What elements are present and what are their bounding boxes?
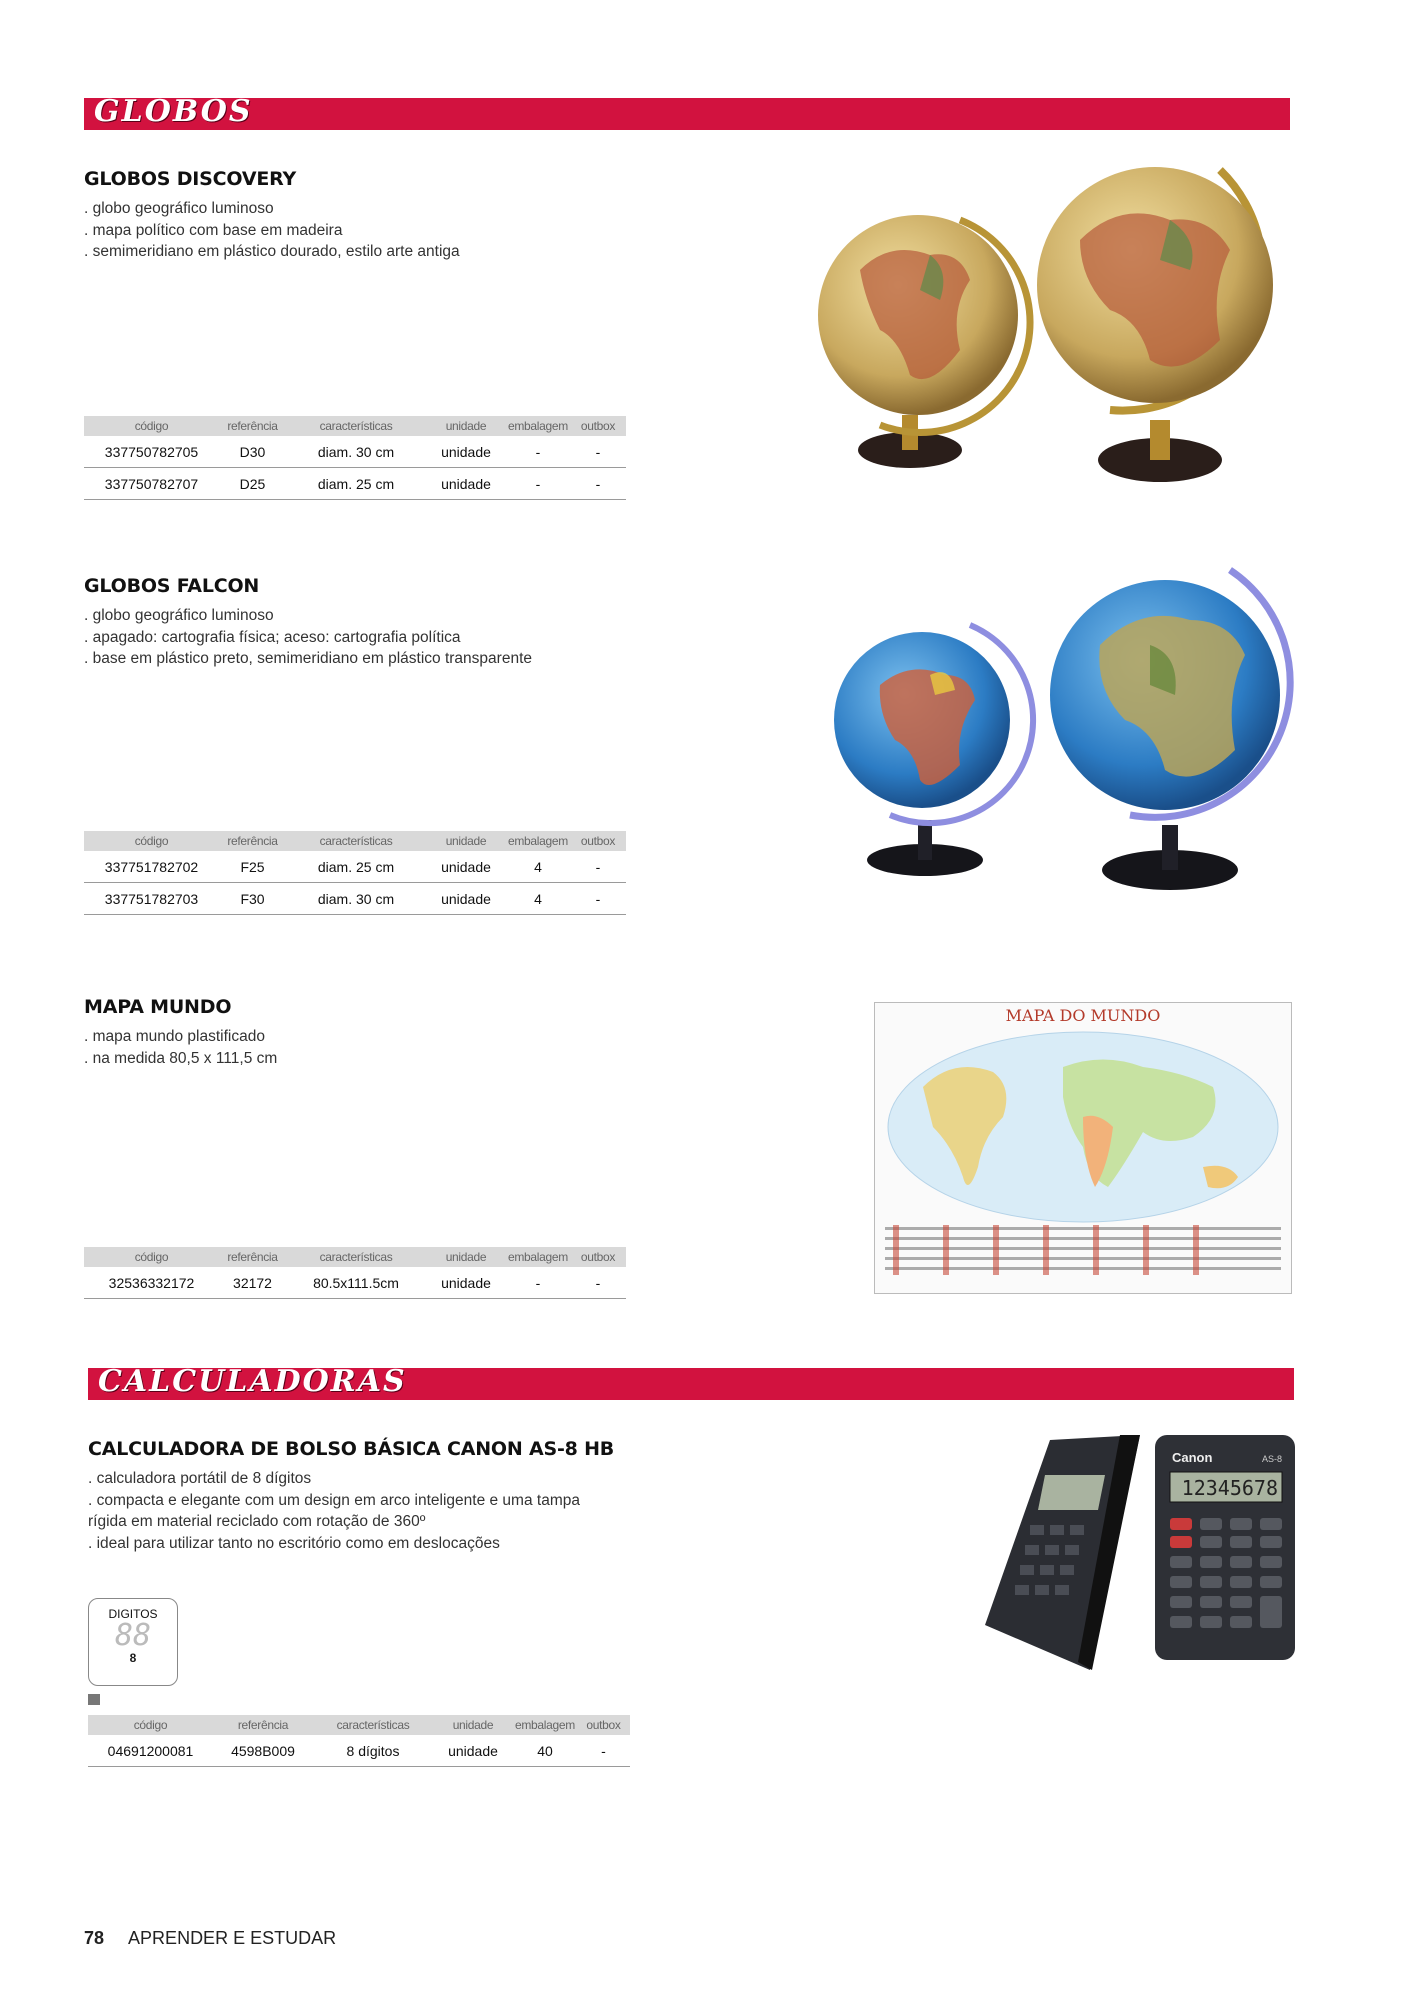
cell: 337751782702 <box>84 851 219 883</box>
cell: 80.5x111.5cm <box>286 1267 426 1299</box>
feature-item: . ideal para utilizar tanto no escritório como em deslocações <box>88 1534 500 1552</box>
spec-table-mapa <box>84 1247 626 1299</box>
col-outbox: outbox <box>570 1247 626 1267</box>
cell: 40 <box>513 1735 577 1767</box>
col-outbox: outbox <box>570 831 626 851</box>
cell: 8 dígitos <box>313 1735 433 1767</box>
table-row <box>84 436 626 468</box>
cell: 337750782705 <box>84 436 219 468</box>
col-embalagem: embalagem <box>513 1715 577 1735</box>
table-header-row <box>88 1715 630 1735</box>
cell: diam. 30 cm <box>286 436 426 468</box>
spec-table-discovery <box>84 416 626 500</box>
cell: 4 <box>506 851 570 883</box>
cell: diam. 30 cm <box>286 883 426 915</box>
cell: - <box>570 1267 626 1299</box>
table-row <box>84 883 626 915</box>
color-swatch <box>88 1694 100 1705</box>
cell: F30 <box>219 883 286 915</box>
feature-item: . compacta e elegante com um design em arco inteligente e uma tampa <box>88 1491 580 1509</box>
cell: unidade <box>426 1267 506 1299</box>
col-referencia: referência <box>219 831 286 851</box>
cell: - <box>570 468 626 500</box>
cell: - <box>570 883 626 915</box>
feature-item: . mapa político com base em madeira <box>84 221 343 239</box>
digits-badge <box>88 1598 178 1686</box>
page-number: 78 <box>84 1928 105 1948</box>
calculator-image <box>980 1430 1300 1670</box>
col-caracteristicas: características <box>313 1715 433 1735</box>
col-codigo: código <box>84 1247 219 1267</box>
calculator-model: AS-8 <box>1262 1454 1283 1464</box>
feature-item: . na medida 80,5 x 111,5 cm <box>84 1049 278 1067</box>
feature-item: . mapa mundo plastificado <box>84 1028 265 1045</box>
cell: unidade <box>426 468 506 500</box>
cell: 4598B009 <box>213 1735 313 1767</box>
table-header-row <box>84 1247 626 1267</box>
footer-section: APRENDER E ESTUDAR <box>128 1928 337 1948</box>
table-row <box>84 468 626 500</box>
section-banner-calculadoras <box>88 1364 1294 1400</box>
cell: - <box>506 1267 570 1299</box>
product-title: GLOBOS DISCOVERY <box>84 168 297 190</box>
cell: 4 <box>506 883 570 915</box>
cell: 32172 <box>219 1267 286 1299</box>
feature-item: . base em plástico preto, semimeridiano em plástico transparente <box>84 650 532 667</box>
cell: unidade <box>426 851 506 883</box>
col-referencia: referência <box>219 416 286 436</box>
feature-item: . semimeridiano em plástico dourado, estilo arte antiga <box>84 243 460 260</box>
col-codigo: código <box>88 1715 213 1735</box>
cell: unidade <box>433 1735 513 1767</box>
col-codigo: código <box>84 831 219 851</box>
cell: D30 <box>219 436 286 468</box>
falcon-globes-image <box>830 565 1310 895</box>
product-features <box>84 1026 277 1069</box>
product-globos-discovery <box>84 168 460 263</box>
feature-item: . globo geográfico luminoso <box>84 607 274 624</box>
cell: 32536332172 <box>84 1267 219 1299</box>
cell: unidade <box>426 436 506 468</box>
digits-glyph: 88 <box>114 1618 152 1653</box>
cell: 04691200081 <box>88 1735 213 1767</box>
cell: - <box>570 436 626 468</box>
col-embalagem: embalagem <box>506 1247 570 1267</box>
col-unidade: unidade <box>433 1715 513 1735</box>
col-unidade: unidade <box>426 831 506 851</box>
product-title: GLOBOS FALCON <box>84 575 260 597</box>
map-graphic <box>883 1027 1283 1289</box>
section-banner-globos <box>84 94 1290 130</box>
col-outbox: outbox <box>577 1715 630 1735</box>
table-row <box>88 1735 630 1767</box>
calculator-brand: Canon <box>1172 1450 1213 1465</box>
page-footer <box>84 1928 336 1949</box>
feature-item: . calculadora portátil de 8 dígitos <box>88 1470 312 1487</box>
table-row <box>84 1267 626 1299</box>
table-row <box>84 851 626 883</box>
map-title: MAPA DO MUNDO <box>1005 1006 1161 1025</box>
cell: diam. 25 cm <box>286 468 426 500</box>
col-caracteristicas: características <box>286 831 426 851</box>
spec-table-falcon <box>84 831 626 915</box>
feature-item: . globo geográfico luminoso <box>84 200 274 217</box>
col-embalagem: embalagem <box>506 831 570 851</box>
col-codigo: código <box>84 416 219 436</box>
section-title-calculadoras: CALCULADORAS <box>98 1364 407 1399</box>
digits-value: 8 <box>129 1651 137 1665</box>
feature-item: rígida em material reciclado com rotação de 360º <box>88 1513 426 1530</box>
col-embalagem: embalagem <box>506 416 570 436</box>
cell: - <box>570 851 626 883</box>
spec-table-calculadora <box>88 1715 630 1767</box>
col-outbox: outbox <box>570 416 626 436</box>
cell: F25 <box>219 851 286 883</box>
product-title: MAPA MUNDO <box>84 996 232 1018</box>
product-features <box>84 198 460 263</box>
cell: - <box>506 436 570 468</box>
cell: unidade <box>426 883 506 915</box>
cell: D25 <box>219 468 286 500</box>
cell: - <box>506 468 570 500</box>
cell: diam. 25 cm <box>286 851 426 883</box>
table-header-row <box>84 831 626 851</box>
product-features <box>88 1468 614 1554</box>
col-referencia: referência <box>219 1247 286 1267</box>
cell: 337751782703 <box>84 883 219 915</box>
table-header-row <box>84 416 626 436</box>
product-mapa-mundo <box>84 996 277 1069</box>
digits-label: DIGITOS <box>108 1607 158 1621</box>
world-map-image <box>874 1002 1292 1294</box>
col-referencia: referência <box>213 1715 313 1735</box>
cell: 337750782707 <box>84 468 219 500</box>
product-calculadora-canon <box>88 1438 614 1554</box>
calculator-display: 12345678 <box>1181 1476 1278 1500</box>
discovery-globes-image <box>810 160 1300 500</box>
feature-item: . apagado: cartografia física; aceso: cartografia política <box>84 628 461 646</box>
col-caracteristicas: características <box>286 1247 426 1267</box>
cell: - <box>577 1735 630 1767</box>
section-title-globos: GLOBOS <box>94 94 253 129</box>
col-unidade: unidade <box>426 416 506 436</box>
col-unidade: unidade <box>426 1247 506 1267</box>
product-features <box>84 605 532 670</box>
product-title: CALCULADORA DE BOLSO BÁSICA CANON AS-8 HB <box>88 1438 615 1460</box>
product-globos-falcon <box>84 575 532 670</box>
col-caracteristicas: características <box>286 416 426 436</box>
